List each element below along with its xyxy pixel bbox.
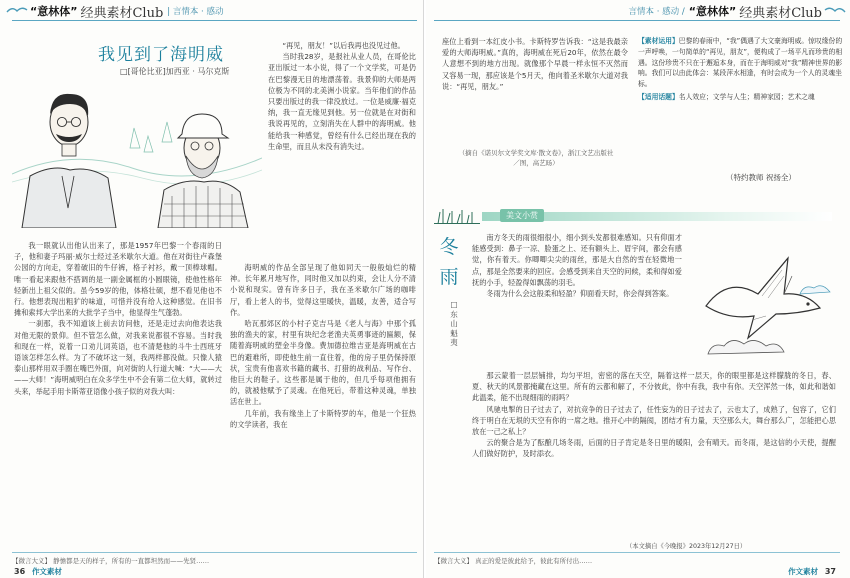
left-running-header [30, 2, 223, 20]
paragraph: 当时我28岁，是报社从业人员，在哥伦比亚出版过一本小说，得了一个文学奖，可是仍在巴黎漫无目的地漂荡着。我景仰的大师是两位极为不同的北美洲小说家。当年他们的作品只要出版过的我一律没放过。一位是威廉·福克纳，我一直无缘见到他。另一位就是在对街和我说再见的，立刻消失在人群中的海明威。他能给我一种感觉，曾经有什么已经出现在我的生命里，而且从未没有消失过。 [268, 52, 416, 151]
article-byline: □[哥伦比亚]加西亚 · 马尔克斯 [120, 67, 230, 76]
paragraph: 几年前，我有缘坐上了卡斯特罗的车，他是一个狂热的文学读者，我在 [230, 408, 416, 429]
article-continuation [442, 36, 628, 92]
teacher-credit: （特约教师 祝扬全） [726, 173, 796, 182]
section-name: | 言情本 · 感动 [167, 7, 224, 17]
paragraph: 海明威的作品全部呈现了他如同天一般般灿烂的精神。长年累月地写作，同时他又加以约束，会让人分不清小说和现实。曾有许多日子，我在圣米歇尔广场的咖啡厅，看上老人的书，觉得这里暖快，温暖，友善，适合写作。 [230, 263, 416, 317]
paragraph: 一刹那，我不知道该上前去访问他，还是走过去向他表达我对他无限的景仰。但不管怎么做，对我来说都很不容易。当时我和现在一样，说着一口劝儿词英语，也不清楚他的斗牛士西班牙语该怎样怎么样。为了不破坏这一刻，我两样都没做。只像人猿泰山那样用双手圈在嘴巴外面，向对街的人行道大喊：“大——大——大师！”海明威明白在众多学生中不会有第二位大师，就转过头来，举起手用卡斯蒂亚语像小孩子似的对我大叫： [14, 319, 222, 396]
essay-column-top [472, 232, 682, 299]
page-number-right: 作文素材 37 [788, 567, 836, 576]
paragraph: 风驰电掣的日子过去了，对抗竞争的日子过去了，任性妄为的日子过去了，云也太了，成熟了，包容了，它们终于明白在无垠的天空有你的一席之地。推开心中的隔阂，团结才有力量，天空那么大，舞台那么广，怎能把心思放在一己之私上？ [472, 404, 836, 437]
footer-tag: 作文素材 [788, 567, 819, 576]
bird-logo-icon [6, 4, 28, 16]
footer-quote: 【微言大义】 静憺都是天的样子，所有的一直都坦然而——先贤…… [12, 557, 210, 565]
right-running-header [629, 2, 822, 20]
article-source: （摘自《诺贝尔文学奖文库·散文卷》，浙江文艺出版社／图，高艺旸） [458, 149, 614, 167]
header-rule [434, 20, 840, 21]
club-name: 经典素材Club [739, 5, 822, 21]
right-page [426, 0, 850, 578]
paragraph: 座位上看到一本红皮小书。卡斯特罗告诉我：“这是我最亲爱的大师海明威。”真的，海明威在死后20年，依然在最令人意想不到的地方出现。就像那个早晨一样永恒不灭然而又容易一现，那应该是个5月天，他向着圣米歇尔大道对我说：“再见，朋友。” [442, 37, 628, 91]
bird-logo-icon [824, 4, 846, 16]
banner-label: 美文小赏 [500, 209, 544, 222]
paragraph: 我一眼就认出他认出来了，那是1957年巴黎一个春雨的日子，他和妻子玛丽·威尔士经过圣米歇尔大道。他在对街往卢森堡公园的方向走，穿着破旧的牛仔裤，格子衬衫，戴一顶棒球帽。唯一看起来跟他不搭调的是一副金属框的小圆眼镜，使他性格年轻新出上祖父似的。虽今59岁的他，体格壮硕，想不看见他也不行。他想表现出粗犷的味道，可惜并没有给人这种感觉。在旧书摊和索邦大学出来的大批学子当中，他显得生气蓬勃。 [14, 241, 222, 318]
footer-rule [12, 552, 417, 553]
club-name: 经典素材Club [80, 5, 164, 21]
essay-title: 冬雨 [439, 236, 459, 288]
material-text: 巴黎的春雨中，“我”偶遇了大文豪海明威。惊叹缘份的一声呼唤，一句简单的“再见，朋友”，便构成了一场平凡而珍贵的相遇。这份珍贵不只在于邂逅本身，而在于海明威对“我”精神世界的影响。我们可以由此体会：某段萍水相逢，有时会成为一个人的灵魂坐标。 [638, 37, 843, 89]
magazine-name: “意林体” [688, 5, 737, 18]
paragraph: “再见，朋友！”以后我再也没见过他。 [282, 41, 405, 50]
material-label: 【素材运用】 [638, 37, 679, 45]
paragraph: 南方冬天的雨很细很小，细小到头发都很难感知。只有仰面才能感受到：鼻子一凉、脸蛋之上、还有额头上、眉宇间，都会有感觉，你有着天。你唧唧尖尖的雨丝，那是大自然的雪在轻微地一点，那是全然要来的回应。会感受到来自天空的问候，柔和得如爱抚的小手，轻盈得如飘荡的羽毛。 [472, 233, 682, 287]
footer-rule [434, 552, 840, 553]
magazine-name: “意林体” [30, 5, 78, 18]
essay-source: （本文摘自《今晚报》2023年12月27日） [626, 543, 747, 550]
paragraph: 那云蒙着一层层铺排，均匀平坦，密密的落在天空，隔着这样一层天，你的眼里都是这样朦胧的冬日，春、夏、秋天的风景都掩藏在这里。所有的云都和解了，不分彼此，你中有我，我中有你。天空浑然一体，如此和谐如此温柔，能不出现细雨的雨吗？ [472, 371, 836, 403]
article-title: 我见到了海明威 [98, 45, 224, 65]
section-name: 言情本 · 感动 / [628, 7, 685, 17]
left-page [0, 0, 424, 578]
section-banner [434, 206, 840, 224]
portrait-illustration [12, 78, 262, 228]
material-box [638, 36, 848, 103]
header-rule [12, 20, 417, 21]
hemingway-figure [158, 114, 248, 228]
article-column-left [14, 240, 222, 397]
swallow-illustration [688, 236, 838, 360]
topic-text: 名人效应；文学与人生；精神家园；艺术之魂 [678, 92, 815, 101]
paragraph: 云的聚合是为了酝酿几场冬雨，后面的日子肯定是冬日里的暖阳，会有晴天。而冬雨，是这信的小天使，提醒人们做好防护，及时添衣。 [472, 438, 836, 459]
article-column-right-bottom [230, 262, 416, 430]
paragraph: 冬雨为什么会这般柔和轻盈？仰面看天时，你会得到答案。 [486, 289, 674, 299]
article-column-right-top [268, 40, 416, 152]
grass-icon [434, 206, 480, 224]
topic-label: 【适用话题】 [638, 92, 679, 101]
paragraph: 哈瓦那郊区的小村子克吉马是《老人与海》中那个孤独的渔夫的家，村里有块纪念老渔夫英勇事迹的匾额，保随着海明威的塑金半身像。费加德拉维吉亚是海明威在古巴的避难所，即使他生前一直住着，他的房子里仍保持原状，宝贵有他喜欢书籍的藏书、打猎的战利品、写作台、他巨大的鞋子。这些都是属于他的，但几乎每项他拥有的，就被他赋予了灵魂。在他死后，带着这种灵魂，单独活在世上。 [230, 319, 416, 407]
page-number-left: 36 作文素材 [14, 567, 62, 576]
essay-column-bottom [472, 370, 836, 460]
footer-tag: 作文素材 [31, 567, 62, 576]
essay-author: □东山魁夷 [450, 300, 458, 347]
footer-quote: 【微言大义】 真正的爱是彼此给予，彼此有所付出…… [434, 557, 593, 565]
